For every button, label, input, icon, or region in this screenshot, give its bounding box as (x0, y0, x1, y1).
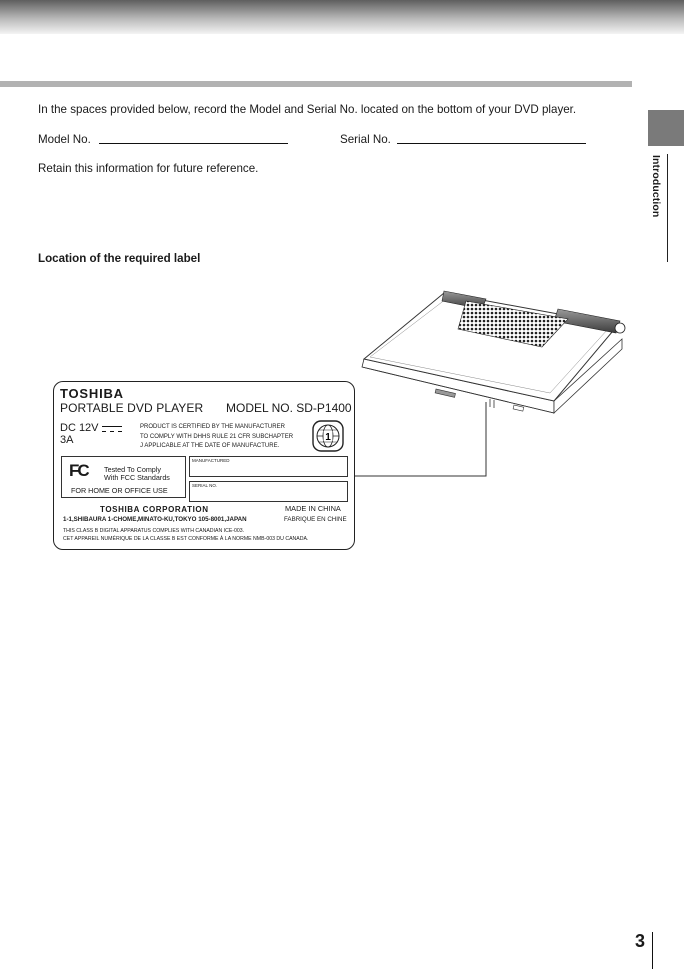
label-product-name: PORTABLE DVD PLAYER (60, 401, 204, 415)
label-certification: PRODUCT IS CERTIFIED BY THE MANUFACTURER TO COMPLY WITH DHHS RULE 21 CFR SUBCHAPTER J APPLICABLE AT THE DATE OF MANUFACTURE. (140, 424, 294, 450)
fcc-logo: FC (69, 461, 88, 480)
fcc-compliance-box (61, 456, 186, 498)
label-fabrique: FABRIQUE EN CHINE (284, 516, 347, 523)
fcc-home-office: FOR HOME OR OFFICE USE (71, 486, 168, 495)
page-number: 3 (635, 931, 646, 951)
intro-text: In the spaces provided below, record the Model and Serial No. located on the bottom of your DVD player. (38, 103, 577, 116)
fcc-text: Tested To Comply With FCC Standards (104, 465, 170, 482)
region-code-number: 1 (325, 432, 331, 443)
label-model-number: MODEL NO. SD-P1400 (226, 401, 352, 415)
dvd-player-illustration (358, 283, 630, 424)
label-voltage: DC 12V (60, 422, 99, 434)
region-code-globe-icon (312, 420, 344, 452)
manufactured-field: MANUFACTURED (189, 456, 348, 477)
serial-no-label: Serial No. (340, 133, 391, 146)
serial-number-field: SERIAL NO. (189, 481, 348, 502)
label-canada-notice: THIS CLASS B DIGITAL APPARATUS COMPLIES WITH CANADIAN ICE-003. CET APPAREIL NUMÉRIQUE DE LA CLASSE B EST CONFORME À LA NORME NMB-003 DU CANADA. (63, 528, 309, 542)
product-rating-label (53, 381, 355, 550)
label-brand: TOSHIBA (60, 386, 124, 401)
chapter-tab-label: Introduction (650, 155, 662, 218)
label-address: 1-1,SHIBAURA 1-CHOME,MINATO-KU,TOKYO 105-8001,JAPAN (63, 516, 247, 523)
model-no-label: Model No. (38, 133, 91, 146)
label-corporation: TOSHIBA CORPORATION (100, 505, 209, 514)
label-current: 3A (60, 434, 74, 446)
dc-symbol-icon (102, 426, 122, 433)
page-number-rule (652, 932, 653, 969)
retain-note: Retain this information for future reference. (38, 162, 259, 175)
section-heading: Location of the required label (38, 252, 201, 265)
label-made-in: MADE IN CHINA (285, 504, 341, 513)
